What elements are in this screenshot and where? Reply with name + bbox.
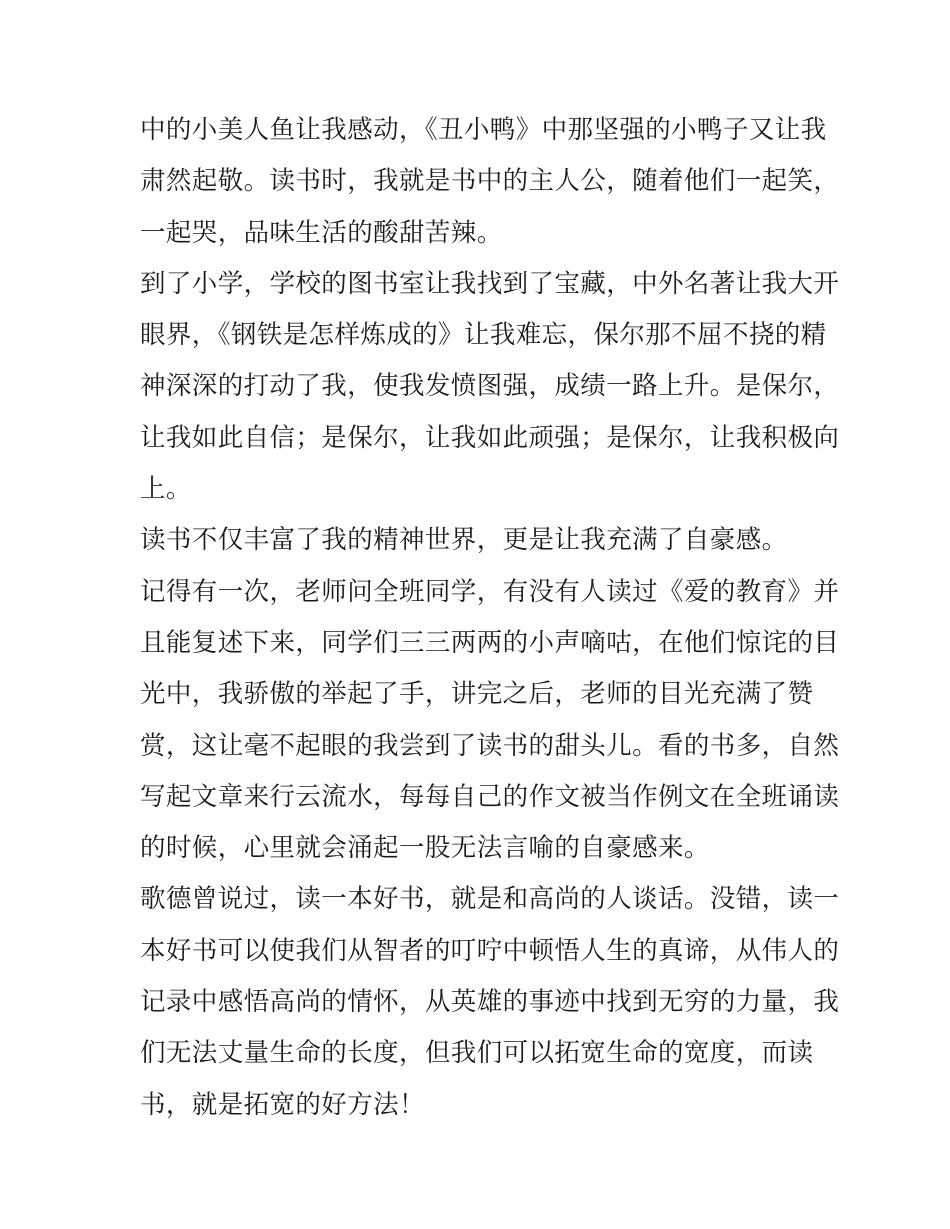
- text-line: 且能复述下来，同学们三三两两的小声嘀咕，在他们惊诧的目: [140, 627, 840, 658]
- text-line: 记录中感悟高尚的情怀，从英雄的事迹中找到无穷的力量，我: [140, 987, 840, 1018]
- paragraph-primary-school: [140, 259, 840, 515]
- paragraph-pride: [140, 515, 815, 566]
- text-line: 肃然起敬。读书时，我就是书中的主人公，随着他们一起笑，: [140, 166, 840, 197]
- text-line: 神深深的打动了我，使我发愤图强，成绩一路上升。是保尔，: [140, 371, 840, 402]
- text-line: 们无法丈量生命的长度，但我们可以拓宽生命的宽度，而读: [140, 1038, 814, 1069]
- paragraph-goethe: [140, 874, 840, 1130]
- text-line: 眼界，《钢铁是怎样炼成的》让我难忘，保尔那不屈不挠的精: [140, 320, 827, 351]
- text-line: 读书不仅丰富了我的精神世界，更是让我充满了自豪感。: [140, 525, 788, 556]
- text-line: 中的小美人鱼让我感动，《丑小鸭》中那坚强的小鸭子又让我: [140, 115, 827, 145]
- text-line: 一起哭，品味生活的酸甜苦辣。: [140, 217, 503, 248]
- text-line: 上。: [140, 474, 192, 505]
- text-line: 本好书可以使我们从智者的叮咛中顿悟人生的真谛，从伟人的: [140, 935, 840, 966]
- text-line: 让我如此自信；是保尔，让我如此顽强；是保尔，让我积极向: [140, 422, 840, 453]
- document-body: [140, 105, 840, 1131]
- paragraph-teacher-question: [140, 567, 840, 875]
- text-line: 到了小学，学校的图书室让我找到了宝藏，中外名著让我大开: [140, 268, 840, 299]
- paragraph-little-mermaid: [140, 105, 840, 259]
- text-line: 光中，我骄傲的举起了手，讲完之后，老师的目光充满了赞: [140, 679, 814, 710]
- text-line: 歌德曾说过，读一本好书，就是和高尚的人谈话。没错，读一: [140, 884, 840, 915]
- text-line: 书，就是拓宽的好方法！: [140, 1089, 425, 1120]
- text-line: 记得有一次，老师问全班同学，有没有人读过《爱的教育》并: [140, 576, 840, 607]
- text-line: 的时候，心里就会涌起一股无法言喻的自豪感来。: [140, 833, 710, 864]
- text-line: 写起文章来行云流水，每每自己的作文被当作例文在全班诵读: [140, 781, 840, 812]
- text-line: 赏，这让毫不起眼的我尝到了读书的甜头儿。看的书多，自然: [140, 730, 840, 761]
